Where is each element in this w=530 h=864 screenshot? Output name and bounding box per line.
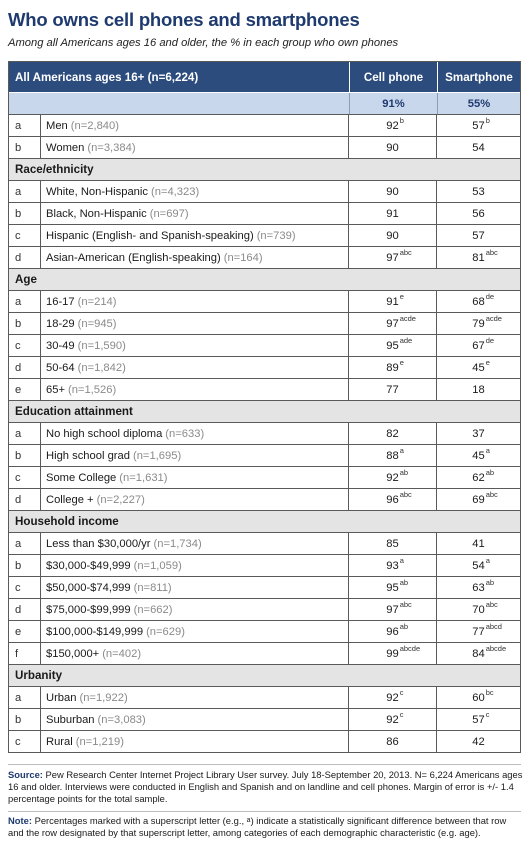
cell-phone-significance: ab — [399, 621, 409, 631]
row-letter: a — [9, 533, 41, 554]
row-group-name: Black, Non-Hispanic — [46, 207, 147, 220]
cell-phone-significance: abcde — [399, 643, 421, 653]
row-letter: c — [9, 577, 41, 598]
row-letter: b — [9, 137, 41, 158]
row-label — [41, 621, 349, 642]
row-label — [41, 445, 349, 466]
cell-phone-value: 97 — [386, 251, 399, 264]
smartphone-significance: abc — [485, 489, 498, 499]
row-letter: d — [9, 489, 41, 510]
table-row — [9, 378, 520, 400]
smartphone-significance: ab — [485, 577, 495, 587]
row-group-name: 30-49 — [46, 339, 75, 352]
row-smartphone — [437, 357, 520, 378]
section-education: Education attainment — [9, 400, 520, 422]
table-row — [9, 532, 520, 554]
table-header-row — [9, 62, 520, 92]
cell-phone-value: 92 — [386, 471, 399, 484]
row-group-name: White, Non-Hispanic — [46, 185, 148, 198]
row-group-name: Suburban — [46, 713, 95, 726]
cell-phone-value: 95 — [386, 339, 399, 352]
row-letter: c — [9, 335, 41, 356]
row-cell-phone — [349, 621, 437, 642]
row-label — [41, 687, 349, 708]
row-cell-phone — [349, 137, 437, 158]
row-label — [41, 357, 349, 378]
cell-phone-value: 92 — [386, 713, 399, 726]
cell-phone-value: 99 — [386, 647, 399, 660]
smartphone-value: 70 — [472, 603, 485, 616]
row-group-name: $50,000-$74,999 — [46, 581, 131, 594]
cell-phone-value: 77 — [386, 383, 399, 396]
row-letter: a — [9, 181, 41, 202]
row-group-name: Some College — [46, 471, 117, 484]
smartphone-value: 81 — [472, 251, 485, 264]
row-smartphone — [437, 533, 520, 554]
row-cell-phone — [349, 731, 437, 752]
cell-phone-value: 91 — [386, 207, 399, 220]
smartphone-value: 57 — [472, 713, 485, 726]
row-letter: b — [9, 555, 41, 576]
note-label: Note: — [8, 815, 32, 826]
row-smartphone — [437, 687, 520, 708]
group-urbanity — [9, 686, 520, 752]
row-label — [41, 247, 349, 268]
row-sample-size: (n=739) — [256, 229, 296, 242]
row-label — [41, 555, 349, 576]
cell-phone-value: 86 — [386, 735, 399, 748]
smartphone-value: 57 — [472, 119, 485, 132]
row-smartphone — [437, 313, 520, 334]
row-sample-size: (n=1,695) — [132, 449, 182, 462]
row-group-name: $150,000+ — [46, 647, 100, 660]
row-letter: b — [9, 313, 41, 334]
row-letter: a — [9, 423, 41, 444]
row-letter: e — [9, 379, 41, 400]
row-letter: a — [9, 115, 41, 136]
row-smartphone — [437, 115, 520, 136]
smartphone-significance: abc — [485, 247, 498, 257]
row-cell-phone — [349, 115, 437, 136]
row-sample-size: (n=2,840) — [70, 119, 119, 132]
table-row — [9, 730, 520, 752]
cell-phone-significance: c — [399, 687, 404, 697]
cell-phone-significance: acde — [399, 313, 416, 323]
row-smartphone — [437, 643, 520, 664]
section-urbanity: Urbanity — [9, 664, 520, 686]
cell-phone-significance: b — [399, 115, 404, 125]
cell-phone-value: 97 — [386, 603, 399, 616]
cell-phone-value: 90 — [386, 141, 399, 154]
smartphone-value: 67 — [472, 339, 485, 352]
source-note — [8, 769, 524, 805]
row-sample-size: (n=1,219) — [75, 735, 124, 748]
row-cell-phone — [349, 467, 437, 488]
row-cell-phone — [349, 709, 437, 730]
row-label — [41, 731, 349, 752]
cell-phone-value: 92 — [386, 691, 399, 704]
row-sample-size: (n=3,083) — [97, 713, 146, 726]
smartphone-significance: de — [485, 335, 495, 345]
row-letter: f — [9, 643, 41, 664]
smartphone-value: 53 — [472, 185, 485, 198]
row-cell-phone — [349, 181, 437, 202]
row-sample-size: (n=164) — [223, 251, 263, 264]
smartphone-value: 77 — [472, 625, 485, 638]
row-label — [41, 379, 349, 400]
row-label — [41, 203, 349, 224]
row-smartphone — [437, 137, 520, 158]
row-label — [41, 291, 349, 312]
row-group-name: Asian-American (English-speaking) — [46, 251, 221, 264]
row-cell-phone — [349, 643, 437, 664]
row-letter: b — [9, 203, 41, 224]
cell-phone-value: 89 — [386, 361, 399, 374]
table-row — [9, 554, 520, 576]
row-cell-phone — [349, 335, 437, 356]
row-cell-phone — [349, 555, 437, 576]
cell-phone-value: 92 — [386, 119, 399, 132]
row-smartphone — [437, 181, 520, 202]
row-smartphone — [437, 445, 520, 466]
smartphone-value: 56 — [472, 207, 485, 220]
row-smartphone — [437, 379, 520, 400]
row-sample-size: (n=4,323) — [150, 185, 200, 198]
cell-phone-significance: ade — [399, 335, 413, 345]
table-row — [9, 356, 520, 378]
table-row — [9, 290, 520, 312]
row-smartphone — [437, 247, 520, 268]
total-row-spacer — [9, 93, 349, 114]
row-label — [41, 115, 349, 136]
smartphone-value: 57 — [472, 229, 485, 242]
smartphone-value: 60 — [472, 691, 485, 704]
table-row — [9, 686, 520, 708]
row-smartphone — [437, 225, 520, 246]
section-age: Age — [9, 268, 520, 290]
smartphone-significance: e — [485, 357, 490, 367]
total-row — [9, 92, 520, 114]
header-cell-phone: Cell phone — [349, 62, 437, 92]
row-group-name: No high school diploma — [46, 427, 163, 440]
smartphone-significance: acde — [485, 313, 502, 323]
cell-phone-significance: abc — [399, 247, 412, 257]
smartphone-value: 41 — [472, 537, 485, 550]
row-cell-phone — [349, 687, 437, 708]
row-letter: d — [9, 247, 41, 268]
row-smartphone — [437, 577, 520, 598]
table-row — [9, 334, 520, 356]
row-sample-size: (n=1,059) — [133, 559, 182, 572]
cell-phone-significance: abc — [399, 599, 412, 609]
row-cell-phone — [349, 379, 437, 400]
note-divider — [8, 811, 521, 812]
group-gender — [9, 114, 520, 158]
cell-phone-value: 82 — [386, 427, 399, 440]
row-group-name: Hispanic (English- and Spanish-speaking) — [46, 229, 254, 242]
smartphone-value: 79 — [472, 317, 485, 330]
row-sample-size: (n=629) — [146, 625, 185, 638]
row-cell-phone — [349, 357, 437, 378]
row-smartphone — [437, 467, 520, 488]
table-row — [9, 180, 520, 202]
row-sample-size: (n=2,227) — [96, 493, 145, 506]
row-label — [41, 181, 349, 202]
row-group-name: $30,000-$49,999 — [46, 559, 131, 572]
smartphone-value: 45 — [472, 449, 485, 462]
smartphone-significance: ab — [485, 467, 495, 477]
row-cell-phone — [349, 423, 437, 444]
row-letter: c — [9, 731, 41, 752]
row-label — [41, 225, 349, 246]
row-cell-phone — [349, 489, 437, 510]
row-smartphone — [437, 335, 520, 356]
header-smartphone: Smartphone — [437, 62, 520, 92]
smartphone-significance: abcde — [485, 643, 507, 653]
row-smartphone — [437, 489, 520, 510]
row-cell-phone — [349, 533, 437, 554]
smartphone-value: 42 — [472, 735, 485, 748]
row-sample-size: (n=1,922) — [79, 691, 128, 704]
smartphone-value: 54 — [472, 141, 485, 154]
note-text-before: Percentages marked with a superscript letter (e.g., — [34, 815, 247, 826]
table-row — [9, 202, 520, 224]
smartphone-value: 84 — [472, 647, 485, 660]
cell-phone-value: 90 — [386, 185, 399, 198]
section-income: Household income — [9, 510, 520, 532]
section-race: Race/ethnicity — [9, 158, 520, 180]
smartphone-value: 45 — [472, 361, 485, 374]
row-sample-size: (n=1,734) — [153, 537, 202, 550]
group-education — [9, 422, 520, 510]
row-sample-size: (n=633) — [165, 427, 205, 440]
table-row — [9, 642, 520, 664]
row-group-name: Urban — [46, 691, 77, 704]
row-label — [41, 709, 349, 730]
table-row — [9, 114, 520, 136]
row-cell-phone — [349, 203, 437, 224]
row-sample-size: (n=662) — [133, 603, 173, 616]
row-label — [41, 335, 349, 356]
smartphone-significance: a — [485, 555, 490, 565]
smartphone-significance: b — [485, 115, 490, 125]
row-group-name: $100,000-$149,999 — [46, 625, 144, 638]
row-label — [41, 577, 349, 598]
table-row — [9, 620, 520, 642]
row-label — [41, 533, 349, 554]
row-letter: d — [9, 599, 41, 620]
page-title: Who owns cell phones and smartphones — [8, 9, 360, 30]
cell-phone-value: 96 — [386, 625, 399, 638]
cell-phone-significance: c — [399, 709, 404, 719]
row-group-name: 18-29 — [46, 317, 75, 330]
smartphone-significance: de — [485, 291, 495, 301]
row-cell-phone — [349, 247, 437, 268]
smartphone-value: 62 — [472, 471, 485, 484]
table-row — [9, 576, 520, 598]
row-letter: e — [9, 621, 41, 642]
row-smartphone — [437, 291, 520, 312]
table-row — [9, 422, 520, 444]
page-subtitle: Among all Americans ages 16 and older, the % in each group who own phones — [8, 37, 399, 49]
row-label — [41, 423, 349, 444]
row-sample-size: (n=811) — [133, 581, 172, 594]
smartphone-value: 37 — [472, 427, 485, 440]
smartphone-significance: abcd — [485, 621, 502, 631]
table-row — [9, 444, 520, 466]
smartphone-value: 68 — [472, 295, 485, 308]
row-label — [41, 599, 349, 620]
row-group-name: Less than $30,000/yr — [46, 537, 151, 550]
source-text: Pew Research Center Internet Project Library User survey. July 18-September 20, 2013. N= 6,224 Americans ages 16 and older. Interviews were conducted in English and Spanish and on landline and cell phones. Margin of error is +/- 1.4 percentage points for the total sample. — [8, 769, 523, 804]
row-cell-phone — [349, 445, 437, 466]
row-smartphone — [437, 599, 520, 620]
cell-phone-significance: a — [399, 445, 404, 455]
table-row — [9, 708, 520, 730]
row-group-name: High school grad — [46, 449, 130, 462]
cell-phone-significance: abc — [399, 489, 412, 499]
table-row — [9, 224, 520, 246]
source-label: Source: — [8, 769, 43, 780]
row-cell-phone — [349, 599, 437, 620]
cell-phone-value: 88 — [386, 449, 399, 462]
row-smartphone — [437, 621, 520, 642]
row-group-name: Men — [46, 119, 68, 132]
row-group-name: College + — [46, 493, 94, 506]
smartphone-value: 69 — [472, 493, 485, 506]
cell-phone-significance: a — [399, 555, 404, 565]
cell-phone-value: 91 — [386, 295, 399, 308]
row-smartphone — [437, 423, 520, 444]
row-group-name: $75,000-$99,999 — [46, 603, 131, 616]
row-label — [41, 643, 349, 664]
row-letter: c — [9, 225, 41, 246]
row-sample-size: (n=1,526) — [67, 383, 117, 396]
smartphone-value: 54 — [472, 559, 485, 572]
cell-phone-value: 97 — [386, 317, 399, 330]
source-divider — [8, 764, 521, 765]
row-group-name: Rural — [46, 735, 73, 748]
row-cell-phone — [349, 225, 437, 246]
smartphone-significance: bc — [485, 687, 494, 697]
table-row — [9, 488, 520, 510]
cell-phone-value: 96 — [386, 493, 399, 506]
cell-phone-value: 90 — [386, 229, 399, 242]
smartphone-value: 18 — [472, 383, 485, 396]
row-sample-size: (n=402) — [102, 647, 142, 660]
row-cell-phone — [349, 577, 437, 598]
row-cell-phone — [349, 313, 437, 334]
table-row — [9, 466, 520, 488]
row-letter: a — [9, 291, 41, 312]
cell-phone-significance: e — [399, 357, 404, 367]
row-group-name: Women — [46, 141, 85, 154]
row-letter: b — [9, 445, 41, 466]
cell-phone-value: 95 — [386, 581, 399, 594]
group-race — [9, 180, 520, 268]
cell-phone-value: 93 — [386, 559, 399, 572]
row-smartphone — [437, 203, 520, 224]
cell-phone-significance: e — [399, 291, 404, 301]
total-smartphone: 55% — [437, 93, 520, 114]
row-smartphone — [437, 555, 520, 576]
row-label — [41, 467, 349, 488]
row-sample-size: (n=3,384) — [87, 141, 136, 154]
row-sample-size: (n=945) — [77, 317, 117, 330]
row-sample-size: (n=214) — [77, 295, 117, 308]
cell-phone-significance: ab — [399, 467, 409, 477]
row-group-name: 50-64 — [46, 361, 75, 374]
total-cell-phone: 91% — [349, 93, 437, 114]
row-group-name: 65+ — [46, 383, 65, 396]
row-cell-phone — [349, 291, 437, 312]
row-letter: a — [9, 687, 41, 708]
row-sample-size: (n=1,631) — [119, 471, 168, 484]
row-label — [41, 137, 349, 158]
row-letter: d — [9, 357, 41, 378]
row-sample-size: (n=1,590) — [77, 339, 126, 352]
phone-ownership-table — [8, 61, 521, 753]
row-letter: c — [9, 467, 41, 488]
smartphone-significance: c — [485, 709, 490, 719]
note-sup: a — [246, 817, 251, 824]
row-label — [41, 313, 349, 334]
group-age — [9, 290, 520, 400]
smartphone-significance: abc — [485, 599, 498, 609]
group-income — [9, 532, 520, 664]
smartphone-significance: a — [485, 445, 490, 455]
note-text-after: ) indicate a statistically significant difference between that row and the row designated by that superscript letter, among categories of each demographic characteristic (e.g. age). — [8, 815, 507, 838]
table-row — [9, 246, 520, 268]
row-label — [41, 489, 349, 510]
header-population-label: All Americans ages 16+ (n=6,224) — [15, 70, 199, 84]
table-row — [9, 598, 520, 620]
row-sample-size: (n=697) — [149, 207, 189, 220]
row-smartphone — [437, 709, 520, 730]
table-row — [9, 136, 520, 158]
table-row — [9, 312, 520, 334]
row-sample-size: (n=1,842) — [77, 361, 126, 374]
cell-phone-value: 85 — [386, 537, 399, 550]
cell-phone-significance: ab — [399, 577, 409, 587]
footnote — [8, 815, 524, 839]
row-letter: b — [9, 709, 41, 730]
row-group-name: 16-17 — [46, 295, 75, 308]
smartphone-value: 63 — [472, 581, 485, 594]
row-smartphone — [437, 731, 520, 752]
